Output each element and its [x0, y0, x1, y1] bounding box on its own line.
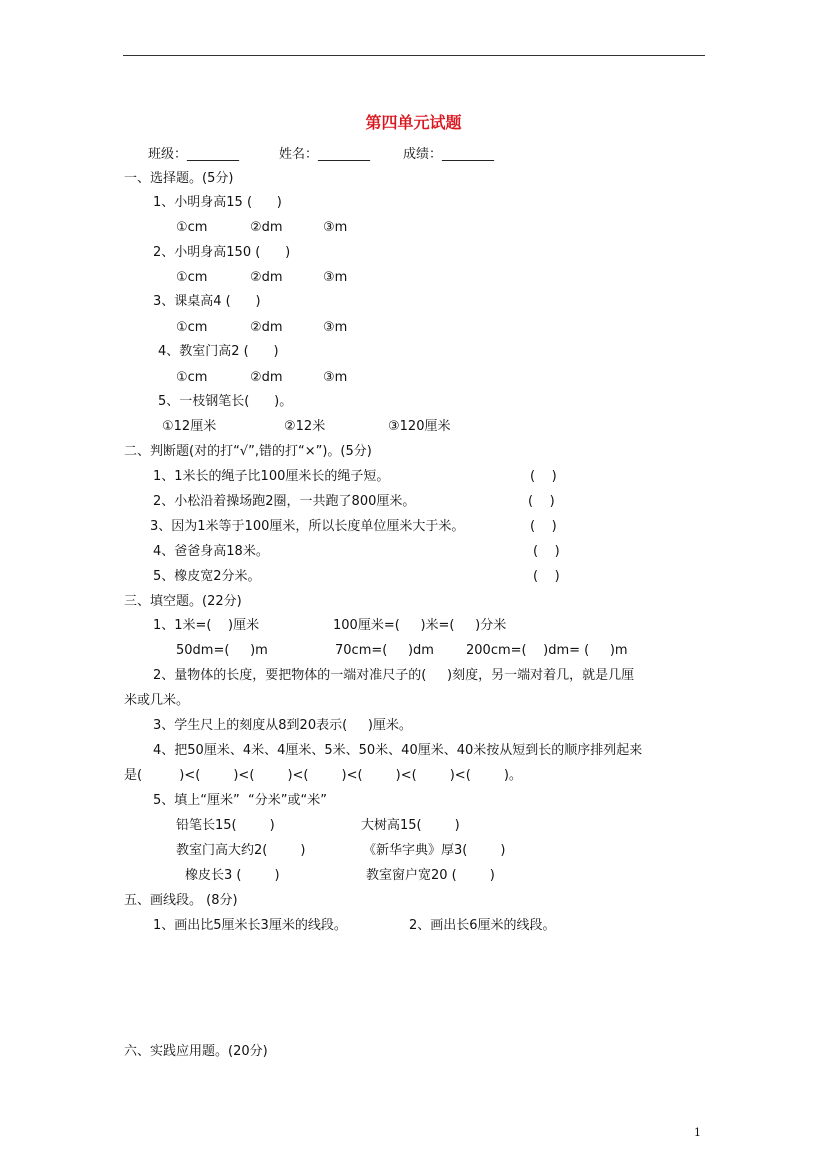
- s1-q5-option-3: ③120厘米: [388, 419, 451, 434]
- s3-question-4-line-1: 4、把50厘米、4米、4厘米、5米、50米、40厘米、40米按从短到长的顺序排列起来: [153, 743, 643, 758]
- s5-question-1: 1、画出比5厘米长3厘米的线段。: [153, 918, 347, 933]
- s3-q5-item-e: 橡皮长3 ( ): [185, 868, 280, 883]
- s1-q1-option-1: ①cm: [176, 220, 208, 235]
- s2-answer-box-3: ( ): [530, 519, 557, 534]
- s1-q4-option-2: ②dm: [250, 370, 283, 385]
- s3-q5-item-a: 铅笔长15( ): [176, 818, 275, 833]
- s3-q5-item-d: 《新华字典》厚3( ): [363, 843, 506, 858]
- s3-question-2-line-1: 2、量物体的长度，要把物体的一端对准尺子的( )刻度，另一端对着几，就是几厘: [153, 668, 635, 683]
- s3-q5-item-b: 大树高15( ): [361, 818, 460, 833]
- s1-q2-option-3: ③m: [323, 270, 348, 285]
- name-field: 姓名：________: [279, 147, 371, 162]
- s2-answer-box-5: ( ): [533, 569, 560, 584]
- s3-question-3: 3、学生尺上的刻度从8到20表示( )厘米。: [153, 718, 412, 733]
- s3-question-4-line-2: 是( )<( )<( )<( )<( )<( )<( )。: [124, 768, 522, 783]
- section-6-heading: 六、实践应用题。(20分): [124, 1044, 268, 1059]
- s3-q1-part-c: 50dm=( )m: [176, 643, 268, 658]
- page-number: 1: [694, 1126, 701, 1139]
- s1-q1-option-2: ②dm: [250, 220, 283, 235]
- s1-q3-option-2: ②dm: [250, 320, 283, 335]
- header-rule: [123, 55, 705, 56]
- s1-question-1: 1、小明身高15 ( ): [153, 195, 282, 210]
- s2-answer-box-1: ( ): [530, 469, 557, 484]
- s1-question-4: 4、教室门高2 ( ): [158, 344, 279, 359]
- s3-q1-part-e: 200cm=( )dm= ( )m: [466, 643, 628, 658]
- s1-q5-option-2: ②12米: [284, 419, 326, 434]
- class-field: 班级：________: [148, 147, 240, 162]
- section-5-heading: 五、画线段。 (8分): [124, 893, 238, 908]
- s3-question-2-line-2: 米或几米。: [124, 693, 190, 708]
- s3-q5-item-f: 教室窗户宽20 ( ): [366, 868, 495, 883]
- s1-q2-option-1: ①cm: [176, 270, 208, 285]
- s2-statement-3: 3、因为1米等于100厘米，所以长度单位厘米大于米。: [150, 519, 465, 534]
- s1-question-3: 3、课桌高4 ( ): [153, 294, 261, 309]
- s5-question-2: 2、画出长6厘米的线段。: [409, 918, 556, 933]
- s3-question-5: 5、填上“厘米” “分米”或“米”: [153, 793, 327, 808]
- s2-statement-1: 1、1米长的绳子比100厘米长的绳子短。: [153, 469, 390, 484]
- s2-answer-box-4: ( ): [533, 544, 560, 559]
- s1-q5-option-1: ①12厘米: [162, 419, 217, 434]
- s3-q1-part-b: 100厘米=( )米=( )分米: [333, 618, 507, 633]
- s2-statement-4: 4、爸爸身高18米。: [153, 544, 269, 559]
- s1-q2-option-2: ②dm: [250, 270, 283, 285]
- s2-answer-box-2: ( ): [528, 494, 555, 509]
- s1-question-2: 2、小明身高150 ( ): [153, 245, 291, 260]
- section-2-heading: 二、判断题(对的打“√”,错的打“×”)。(5分): [124, 444, 372, 459]
- s1-q3-option-3: ③m: [323, 320, 348, 335]
- section-1-heading: 一、选择题。(5分): [124, 171, 234, 186]
- s2-statement-5: 5、橡皮宽2分米。: [153, 569, 261, 584]
- s3-q1-part-a: 1、1米=( )厘米: [153, 618, 260, 633]
- score-field: 成绩：________: [403, 147, 495, 162]
- section-3-heading: 三、填空题。(22分): [124, 594, 242, 609]
- s1-q4-option-1: ①cm: [176, 370, 208, 385]
- s1-q1-option-3: ③m: [323, 220, 348, 235]
- s3-q5-item-c: 教室门高大约2( ): [176, 843, 306, 858]
- page-title: 第四单元试题: [365, 113, 462, 132]
- s2-statement-2: 2、小松沿着操场跑2圈，一共跑了800厘米。: [153, 494, 416, 509]
- s1-q4-option-3: ③m: [323, 370, 348, 385]
- s1-question-5: 5、一枝钢笔长( )。: [158, 394, 293, 409]
- s1-q3-option-1: ①cm: [176, 320, 208, 335]
- s3-q1-part-d: 70cm=( )dm: [335, 643, 434, 658]
